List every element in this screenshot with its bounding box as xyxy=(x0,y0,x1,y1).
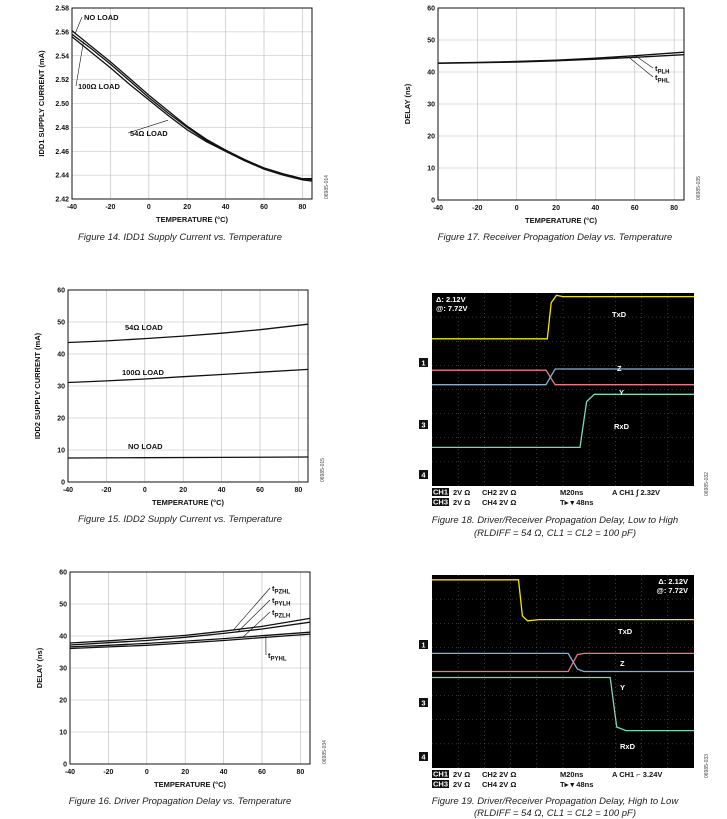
y-tick-label: 20 xyxy=(57,415,65,423)
footer-ch3-scale: 2V Ω xyxy=(453,498,471,507)
leader-line-2 xyxy=(243,612,270,637)
x-tick-label: -40 xyxy=(432,205,444,212)
figure-id: 06985-032 xyxy=(704,472,710,496)
x-tick-label: 0 xyxy=(146,204,151,211)
series-label-1: $t_{PHL}$ xyxy=(655,73,670,85)
footer-trigger: A CH1 ∫ 2.32V xyxy=(612,488,661,497)
figure-id: 06985-015 xyxy=(320,458,326,482)
series-label-0: NO LOAD xyxy=(84,13,119,22)
footer-ch1: CH1 xyxy=(433,487,449,497)
footer-ch3: CH3 xyxy=(433,497,449,507)
scope-readout: Δ: 2.12V xyxy=(658,577,688,586)
figure-15-panel xyxy=(30,282,330,507)
figure-19-caption-conditions: (RLDIFF = 54 Ω, CL1 = CL2 = 100 pF) xyxy=(473,808,637,819)
channel-marker-3: 3 xyxy=(421,420,426,430)
series-label-3: $t_{PYHL}$ xyxy=(268,651,287,663)
figure-id: 06985-033 xyxy=(704,754,710,778)
series-line-0 xyxy=(68,324,308,342)
channel-marker-4: 4 xyxy=(421,752,426,762)
footer-trigger-position: T▸ ▾ 48ns xyxy=(560,498,594,507)
x-axis-label: TEMPERATURE (°C) xyxy=(155,215,229,224)
series-line-2 xyxy=(68,457,308,458)
y-tick-label: 0 xyxy=(63,761,67,769)
figure-15-caption: Figure 15. IDD2 Supply Current vs. Temperature xyxy=(78,514,282,525)
y-tick-label: 0 xyxy=(431,197,435,205)
y-tick-label: 30 xyxy=(57,383,65,391)
footer-ch1: CH1 xyxy=(433,769,449,779)
x-tick-label: 0 xyxy=(514,205,519,212)
x-tick-label: 20 xyxy=(552,205,560,212)
y-tick-label: 50 xyxy=(427,37,435,45)
figure-18-panel xyxy=(412,290,712,512)
y-tick-label: 40 xyxy=(57,351,65,359)
trace-label-txd: TxD xyxy=(612,310,627,319)
trace-label-rxd: RxD xyxy=(614,422,630,431)
figure-18-caption: Figure 18. Driver/Receiver Propagation Delay, Low to High xyxy=(431,515,679,526)
x-tick-label: -20 xyxy=(105,204,116,211)
y-tick-label: 60 xyxy=(427,5,435,13)
figure-16-chart xyxy=(30,565,330,790)
figure-id: 06985-035 xyxy=(696,176,702,200)
x-tick-label: 20 xyxy=(183,204,192,211)
y-tick-label: 2.46 xyxy=(55,148,69,156)
figure-id: 06985-034 xyxy=(322,740,328,764)
trace-label-z: Z xyxy=(617,364,622,373)
figure-17-caption: Figure 17. Receiver Propagation Delay vs. Temperature xyxy=(437,232,673,243)
series-label-0: $t_{PLH}$ xyxy=(655,64,670,76)
figure-17-panel xyxy=(400,0,710,230)
y-tick-label: 0 xyxy=(61,479,65,487)
footer-timebase: M20ns xyxy=(560,770,584,779)
y-axis-label: DELAY (ns) xyxy=(403,83,412,125)
footer-ch4: CH4 2V Ω xyxy=(482,780,517,789)
y-tick-label: 30 xyxy=(59,665,67,673)
series-label-2: NO LOAD xyxy=(128,442,163,451)
figure-id: 06985-014 xyxy=(324,175,330,199)
y-tick-label: 2.50 xyxy=(55,101,69,108)
scope-readout: @: 7.72V xyxy=(436,304,468,313)
figure-19-caption: Figure 19. Driver/Receiver Propagation Delay, High to Low xyxy=(431,796,679,807)
x-tick-label: 40 xyxy=(219,769,228,776)
x-tick-label: 40 xyxy=(217,487,226,494)
y-tick-label: 30 xyxy=(427,101,435,109)
x-tick-label: 20 xyxy=(181,769,190,776)
x-axis-label: TEMPERATURE (°C) xyxy=(151,498,225,507)
figure-14-caption: Figure 14. IDD1 Supply Current vs. Temperature xyxy=(78,232,282,243)
figure-17-chart xyxy=(400,0,710,230)
series-line-0 xyxy=(438,52,684,63)
footer-ch1-scale: 2V Ω xyxy=(453,770,471,779)
y-axis-label: IDD2 SUPPLY CURRENT (mA) xyxy=(33,332,42,440)
y-tick-label: 2.44 xyxy=(55,172,69,180)
leader-line-0 xyxy=(233,588,270,630)
figure-14-chart xyxy=(30,0,330,224)
series-line-1 xyxy=(68,369,308,382)
figure-15-chart xyxy=(30,282,330,507)
scope-readout: @: 7.72V xyxy=(656,586,688,595)
y-tick-label: 60 xyxy=(57,287,65,295)
y-tick-label: 60 xyxy=(59,569,67,577)
trace-label-y: Y xyxy=(620,683,626,692)
figure-19-panel xyxy=(412,572,712,794)
y-tick-label: 2.42 xyxy=(55,196,69,204)
x-tick-label: 60 xyxy=(256,487,264,494)
series-label-1: 100Ω LOAD xyxy=(122,368,164,377)
y-tick-label: 2.54 xyxy=(55,53,69,61)
x-tick-label: -40 xyxy=(62,487,74,494)
scope-readout: Δ: 2.12V xyxy=(436,295,466,304)
channel-marker-1: 1 xyxy=(421,640,426,650)
x-tick-label: -20 xyxy=(103,769,114,776)
figure-19-scope xyxy=(412,572,712,794)
series-line-2 xyxy=(72,37,312,179)
x-tick-label: 40 xyxy=(591,205,600,212)
x-tick-label: 80 xyxy=(296,769,305,776)
series-line-0 xyxy=(72,31,312,180)
footer-timebase: M20ns xyxy=(560,488,584,497)
x-tick-label: 80 xyxy=(294,487,303,494)
trace-label-rxd: RxD xyxy=(620,742,636,751)
y-axis-label: DELAY (ns) xyxy=(35,647,44,689)
x-tick-label: -20 xyxy=(101,487,112,494)
trace-label-txd: TxD xyxy=(618,627,633,636)
channel-marker-1: 1 xyxy=(421,358,426,368)
series-line-1 xyxy=(438,55,684,64)
x-tick-label: -20 xyxy=(472,205,483,212)
series-label-1: $t_{PYLH}$ xyxy=(272,596,291,608)
y-tick-label: 2.48 xyxy=(55,124,69,132)
x-tick-label: 80 xyxy=(670,205,679,212)
trace-label-z: Z xyxy=(620,659,625,668)
trace-label-y: Y xyxy=(619,388,625,397)
series-label-2: $t_{PZLH}$ xyxy=(272,608,291,620)
y-tick-label: 50 xyxy=(57,319,65,327)
footer-ch2: CH2 2V Ω xyxy=(482,770,517,779)
footer-ch1-scale: 2V Ω xyxy=(453,488,471,497)
y-tick-label: 10 xyxy=(59,729,67,737)
y-tick-label: 20 xyxy=(59,697,67,705)
y-tick-label: 2.52 xyxy=(55,77,69,85)
y-tick-label: 40 xyxy=(427,69,435,77)
x-tick-label: 40 xyxy=(221,204,230,211)
figure-16-caption: Figure 16. Driver Propagation Delay vs. Temperature xyxy=(68,796,292,807)
footer-ch4: CH4 2V Ω xyxy=(482,498,517,507)
series-label-2: 54Ω LOAD xyxy=(130,129,168,138)
series-label-1: 100Ω LOAD xyxy=(78,82,120,91)
series-label-0: $t_{PZHL}$ xyxy=(272,584,291,596)
figure-18-caption-conditions: (RLDIFF = 54 Ω, CL1 = CL2 = 100 pF) xyxy=(473,528,637,539)
x-tick-label: 60 xyxy=(260,204,268,211)
x-tick-label: 20 xyxy=(179,487,188,494)
footer-ch3-scale: 2V Ω xyxy=(453,780,471,789)
x-tick-label: -40 xyxy=(64,769,76,776)
figure-18-scope xyxy=(412,290,712,512)
series-line-1 xyxy=(72,34,312,181)
channel-marker-3: 3 xyxy=(421,698,426,708)
leader-line-1 xyxy=(76,41,84,86)
y-axis-label: IDD1 SUPPLY CURRENT (mA) xyxy=(37,50,46,157)
footer-trigger-position: T▸ ▾ 48ns xyxy=(560,780,594,789)
y-tick-label: 2.58 xyxy=(55,5,69,13)
figure-16-panel xyxy=(30,565,330,790)
y-tick-label: 20 xyxy=(427,133,435,141)
footer-ch3: CH3 xyxy=(433,779,449,789)
y-tick-label: 40 xyxy=(59,633,67,641)
footer-ch2: CH2 2V Ω xyxy=(482,488,517,497)
series-label-0: 54Ω LOAD xyxy=(125,323,163,332)
x-tick-label: -40 xyxy=(66,204,78,211)
y-tick-label: 10 xyxy=(57,447,65,455)
y-tick-label: 10 xyxy=(427,165,435,173)
footer-trigger: A CH1 ⌐ 3.24V xyxy=(612,770,663,779)
y-tick-label: 50 xyxy=(59,601,67,609)
x-tick-label: 60 xyxy=(630,205,639,212)
x-tick-label: 80 xyxy=(298,204,307,211)
x-tick-label: 0 xyxy=(144,769,149,776)
y-tick-label: 2.56 xyxy=(55,29,69,37)
x-axis-label: TEMPERATURE (°C) xyxy=(153,780,227,789)
series-line-0 xyxy=(70,618,310,643)
leader-line-1 xyxy=(629,57,653,77)
x-tick-label: 60 xyxy=(258,769,266,776)
channel-marker-4: 4 xyxy=(421,470,426,480)
figure-14-panel xyxy=(30,0,330,224)
x-axis-label: TEMPERATURE (°C) xyxy=(524,216,598,225)
x-tick-label: 0 xyxy=(142,487,147,494)
